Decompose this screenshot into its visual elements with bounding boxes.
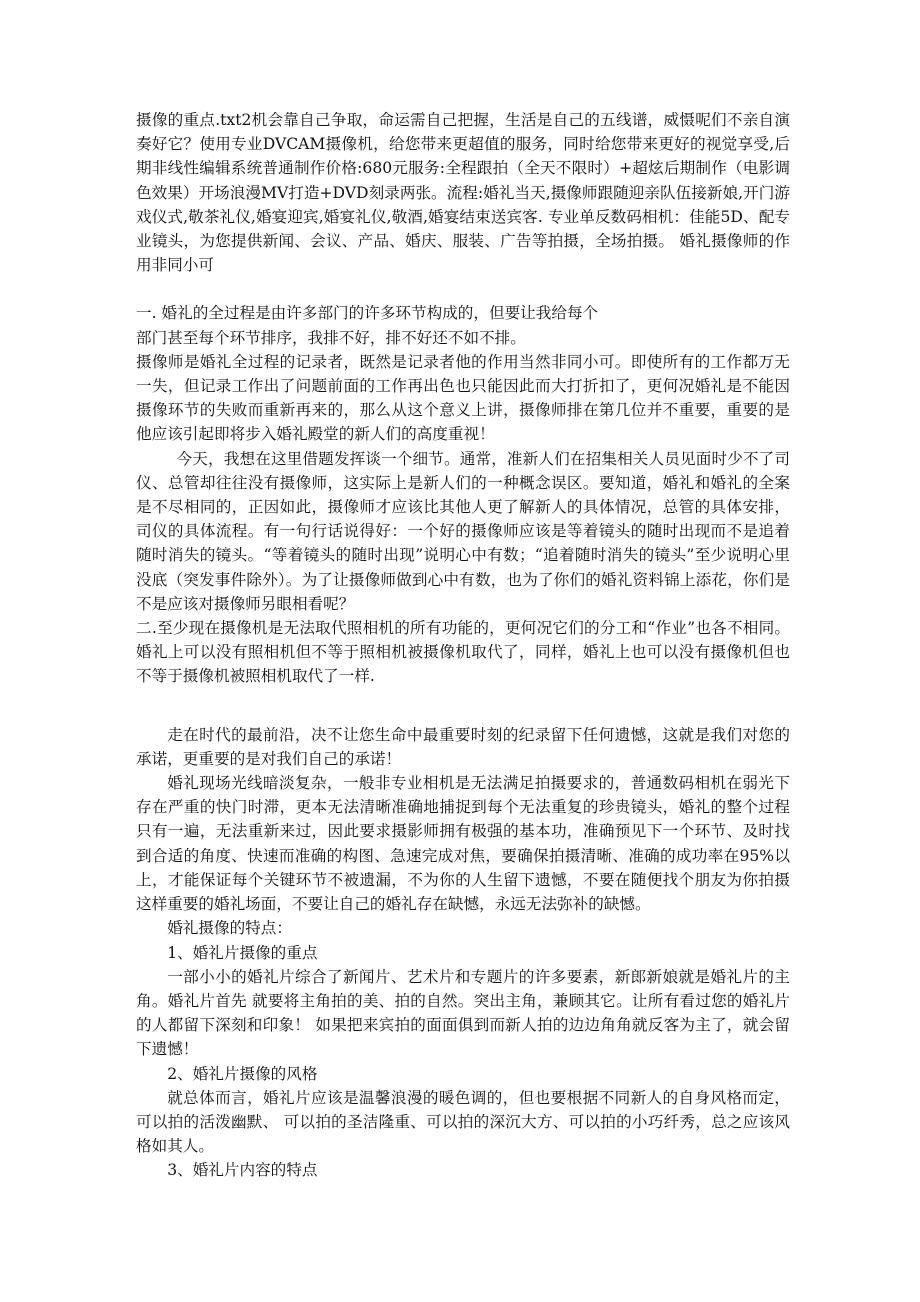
- document-body: [136, 108, 790, 1183]
- feature-one-body: 一部小小的婚礼片综合了新闻片、艺术片和专题片的许多要素，新郎新娘就是婚礼片的主角。婚礼片首先 就要将主角拍的美、拍的自然。突出主角，兼顾其它。让所有看过您的婚礼片的人都留下深刻和印象！ 如果把来宾拍的面面俱到而新人拍的边边角角就反客为主了，就会留下遗憾！: [136, 967, 790, 1059]
- section-two-paragraph: 二.至少现在摄像机是无法取代照相机的所有功能的，更何况它们的分工和“作业”也各不相同。婚礼上可以没有照相机但不等于照相机被摄像机取代了，同样，婚礼上也可以没有摄像机但也不等于摄像机被照相机取代了一样.: [136, 619, 790, 686]
- feature-two-heading: 2、婚礼片摄像的风格: [167, 1064, 318, 1083]
- feature-two-body: 就总体而言，婚礼片应该是温馨浪漫的暖色调的，但也要根据不同新人的自身风格而定，可以拍的活泼幽默、 可以拍的圣洁隆重、可以拍的深沉大方、可以拍的小巧纤秀，总之应该风格如其人。: [136, 1088, 790, 1156]
- section-one-heading: 一. 婚礼的全过程是由许多部门的许多环节构成的，但要让我给每个: [136, 304, 599, 323]
- promise-paragraph: 走在时代的最前沿，决不让您生命中最重要时刻的纪录留下任何遗憾，这就是我们对您的承诺，更重要的是对我们自己的承诺！: [136, 725, 790, 768]
- videographer-role-paragraph: 摄像师是婚礼全过程的记录者，既然是记录者他的作用当然非同小可。即使所有的工作都万无一失，但记录工作出了问题前面的工作再出色也只能因此而大打折扣了，更何况婚礼是不能因摄像环节的失败而重新再来的，那么从这个意义上讲，摄像师排在第几位并不重要，重要的是他应该引起即将步入婚礼殿堂的新人们的高度重视！: [136, 352, 790, 444]
- lighting-paragraph: 婚礼现场光线暗淡复杂，一般非专业相机是无法满足拍摄要求的，普通数码相机在弱光下存在严重的快门时滞，更本无法清晰准确地捕捉到每个无法重复的珍贵镜头，婚礼的整个过程只有一遍，无法重新来过，因此要求摄影师拥有极强的基本功，准确预见下一个环节、及时找到合适的角度、快速而准确的构图、急速完成对焦，要确保拍摄清晰、准确的成功率在95%以上，才能保证每个关键环节不被遗漏，不为你的人生留下遗憾，不要在随便找个朋友为你拍摄这样重要的婚礼场面，不要让自己的婚礼存在缺憾，永远无法弥补的缺憾。: [136, 774, 790, 914]
- detail-paragraph: 今天，我想在这里借题发挥谈一个细节。通常，准新人们在招集相关人员见面时少不了司仪、总管却往往没有摄像师，这实际上是新人们的一种概念误区。要知道，婚礼和婚礼的全案是不尽相同的，正因如此，摄像师才应该比其他人更了解新人的具体情况，总管的具体安排，司仪的具体流程。有一句行话说得好：一个好的摄像师应该是等着镜头的随时出现而不是追着随时消失的镜头。“等着镜头的随时出现”说明心中有数；“追着随时消失的镜头”至少说明心里没底（突发事件除外）。为了让摄像师做到心中有数，也为了你们的婚礼资料锦上添花，你们是不是应该对摄像师另眼相看呢？: [136, 449, 790, 613]
- features-heading: 婚礼摄像的特点：: [167, 919, 292, 938]
- section-one-line-two: 部门甚至每个环节排序，我排不好，排不好还不如不排。: [136, 328, 526, 347]
- spacer: [136, 277, 790, 301]
- feature-three-heading: 3、婚礼片内容的特点: [167, 1161, 318, 1180]
- feature-one-heading: 1、婚礼片摄像的重点: [167, 943, 318, 962]
- intro-paragraph: 摄像的重点.txt2机会靠自己争取，命运需自己把握，生活是自己的五线谱，威慑呢们不亲自演奏好它？使用专业DVCAM摄像机，给您带来更超值的服务，同时给您带来更好的视觉享受,后期非线性编辑系统普通制作价格:680元服务:全程跟拍（全天不限时）+超炫后期制作（电影调色效果）开场浪漫MV打造+DVD刻录两张。流程:婚礼当天,摄像师跟随迎亲队伍接新娘,开门游戏仪式,敬茶礼仪,婚宴迎宾,婚宴礼仪,敬酒,婚宴结束送宾客. 专业单反数码相机：佳能5D、配专业镜头，为您提供新闻、会议、产品、婚庆、服装、广告等拍摄，全场拍摄。 婚礼摄像师的作用非同小可: [136, 111, 790, 275]
- spacer: [136, 689, 790, 723]
